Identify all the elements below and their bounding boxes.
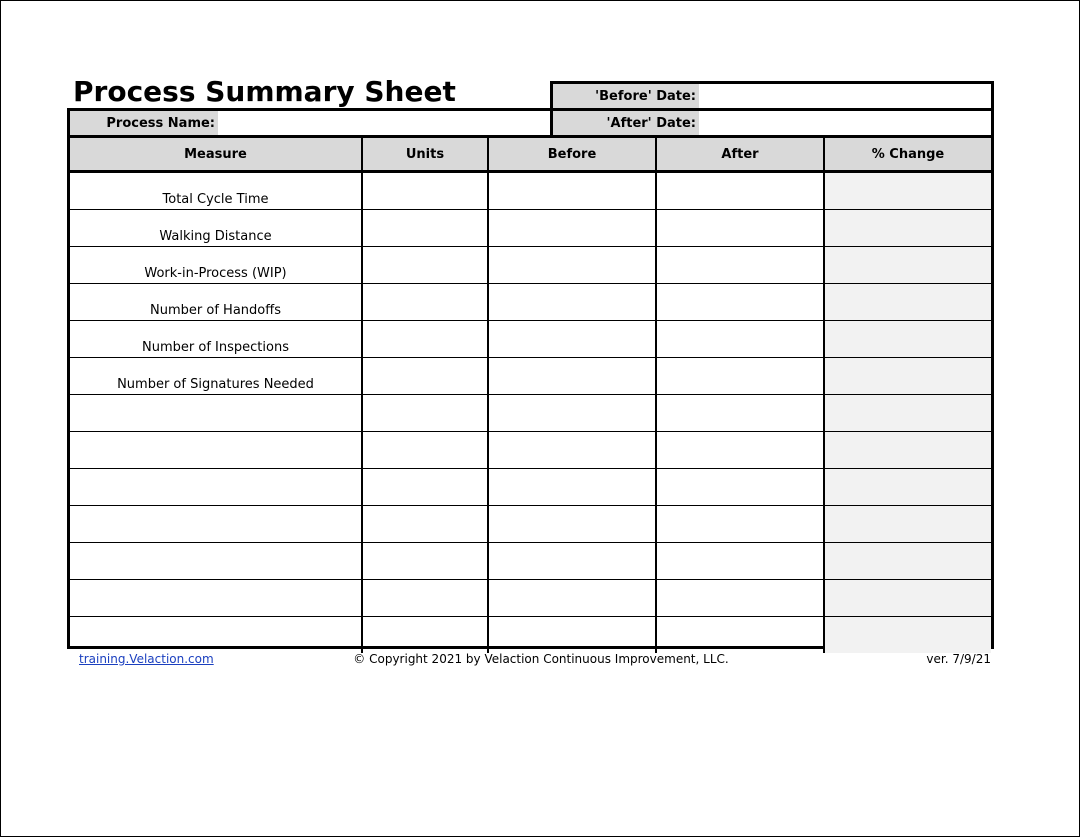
cell-after[interactable] <box>656 284 824 321</box>
cell-measure[interactable] <box>70 617 362 654</box>
table-row <box>70 506 991 543</box>
table-row <box>70 210 991 247</box>
after-date-box <box>550 108 994 138</box>
cell-after[interactable] <box>656 543 824 580</box>
cell-units[interactable] <box>362 432 488 469</box>
cell-after[interactable] <box>656 358 824 395</box>
table-row <box>70 580 991 617</box>
cell-after[interactable] <box>656 247 824 284</box>
cell-before[interactable] <box>488 432 656 469</box>
table-row <box>70 617 991 654</box>
cell-measure: Number of Signatures Needed <box>70 358 362 395</box>
table-row <box>70 432 991 469</box>
after-date-label: 'After' Date: <box>553 111 699 135</box>
cell-change[interactable] <box>824 432 991 469</box>
cell-before[interactable] <box>488 210 656 247</box>
cell-before[interactable] <box>488 469 656 506</box>
table-row <box>70 543 991 580</box>
cell-after[interactable] <box>656 432 824 469</box>
table-row <box>70 284 991 321</box>
cell-before[interactable] <box>488 580 656 617</box>
column-header-change: % Change <box>824 138 991 172</box>
cell-before[interactable] <box>488 284 656 321</box>
cell-change[interactable] <box>824 247 991 284</box>
cell-change[interactable] <box>824 358 991 395</box>
cell-units[interactable] <box>362 284 488 321</box>
cell-measure: Work-in-Process (WIP) <box>70 247 362 284</box>
table-row <box>70 469 991 506</box>
cell-units[interactable] <box>362 210 488 247</box>
before-date-field[interactable] <box>699 84 991 108</box>
footer-version: ver. 7/9/21 <box>926 652 991 666</box>
cell-change[interactable] <box>824 321 991 358</box>
column-header-after: After <box>656 138 824 172</box>
cell-change[interactable] <box>824 580 991 617</box>
cell-after[interactable] <box>656 321 824 358</box>
process-name-box <box>67 108 553 138</box>
cell-change[interactable] <box>824 506 991 543</box>
cell-after[interactable] <box>656 580 824 617</box>
cell-measure[interactable] <box>70 469 362 506</box>
cell-after[interactable] <box>656 617 824 654</box>
cell-change[interactable] <box>824 172 991 210</box>
cell-units[interactable] <box>362 321 488 358</box>
cell-units[interactable] <box>362 506 488 543</box>
footer-copyright: © Copyright 2021 by Velaction Continuous Improvement, LLC. <box>353 652 729 666</box>
cell-measure: Number of Inspections <box>70 321 362 358</box>
cell-before[interactable] <box>488 395 656 432</box>
cell-units[interactable] <box>362 617 488 654</box>
cell-units[interactable] <box>362 395 488 432</box>
table-row <box>70 247 991 284</box>
column-header-measure: Measure <box>70 138 362 172</box>
cell-units[interactable] <box>362 172 488 210</box>
cell-units[interactable] <box>362 247 488 284</box>
cell-measure: Number of Handoffs <box>70 284 362 321</box>
measures-table <box>70 138 991 653</box>
cell-units[interactable] <box>362 358 488 395</box>
table-row <box>70 172 991 210</box>
cell-change[interactable] <box>824 284 991 321</box>
process-name-label: Process Name: <box>70 111 218 135</box>
column-header-units: Units <box>362 138 488 172</box>
cell-units[interactable] <box>362 580 488 617</box>
cell-before[interactable] <box>488 617 656 654</box>
footer-link[interactable]: training.Velaction.com <box>79 652 214 666</box>
cell-before[interactable] <box>488 506 656 543</box>
cell-after[interactable] <box>656 172 824 210</box>
after-date-field[interactable] <box>699 111 991 135</box>
cell-measure[interactable] <box>70 506 362 543</box>
page-title: Process Summary Sheet <box>73 75 456 108</box>
cell-change[interactable] <box>824 543 991 580</box>
cell-units[interactable] <box>362 469 488 506</box>
table-row <box>70 358 991 395</box>
cell-measure[interactable] <box>70 432 362 469</box>
cell-change[interactable] <box>824 617 991 654</box>
cell-change[interactable] <box>824 395 991 432</box>
footer-copyright-wrap <box>0 652 1080 666</box>
column-header-before: Before <box>488 138 656 172</box>
cell-before[interactable] <box>488 358 656 395</box>
table-row <box>70 395 991 432</box>
cell-before[interactable] <box>488 543 656 580</box>
cell-after[interactable] <box>656 469 824 506</box>
table-header-row <box>70 138 991 172</box>
process-name-field[interactable] <box>218 111 550 135</box>
cell-units[interactable] <box>362 543 488 580</box>
cell-change[interactable] <box>824 210 991 247</box>
cell-measure[interactable] <box>70 543 362 580</box>
cell-before[interactable] <box>488 321 656 358</box>
cell-measure[interactable] <box>70 580 362 617</box>
cell-measure: Walking Distance <box>70 210 362 247</box>
measures-table-frame <box>67 135 994 649</box>
cell-before[interactable] <box>488 247 656 284</box>
cell-after[interactable] <box>656 506 824 543</box>
cell-after[interactable] <box>656 395 824 432</box>
before-date-label: 'Before' Date: <box>553 84 699 108</box>
cell-change[interactable] <box>824 469 991 506</box>
before-date-box <box>550 81 994 111</box>
table-row <box>70 321 991 358</box>
cell-after[interactable] <box>656 210 824 247</box>
cell-measure[interactable] <box>70 395 362 432</box>
cell-measure: Total Cycle Time <box>162 192 269 207</box>
cell-before[interactable] <box>488 172 656 210</box>
